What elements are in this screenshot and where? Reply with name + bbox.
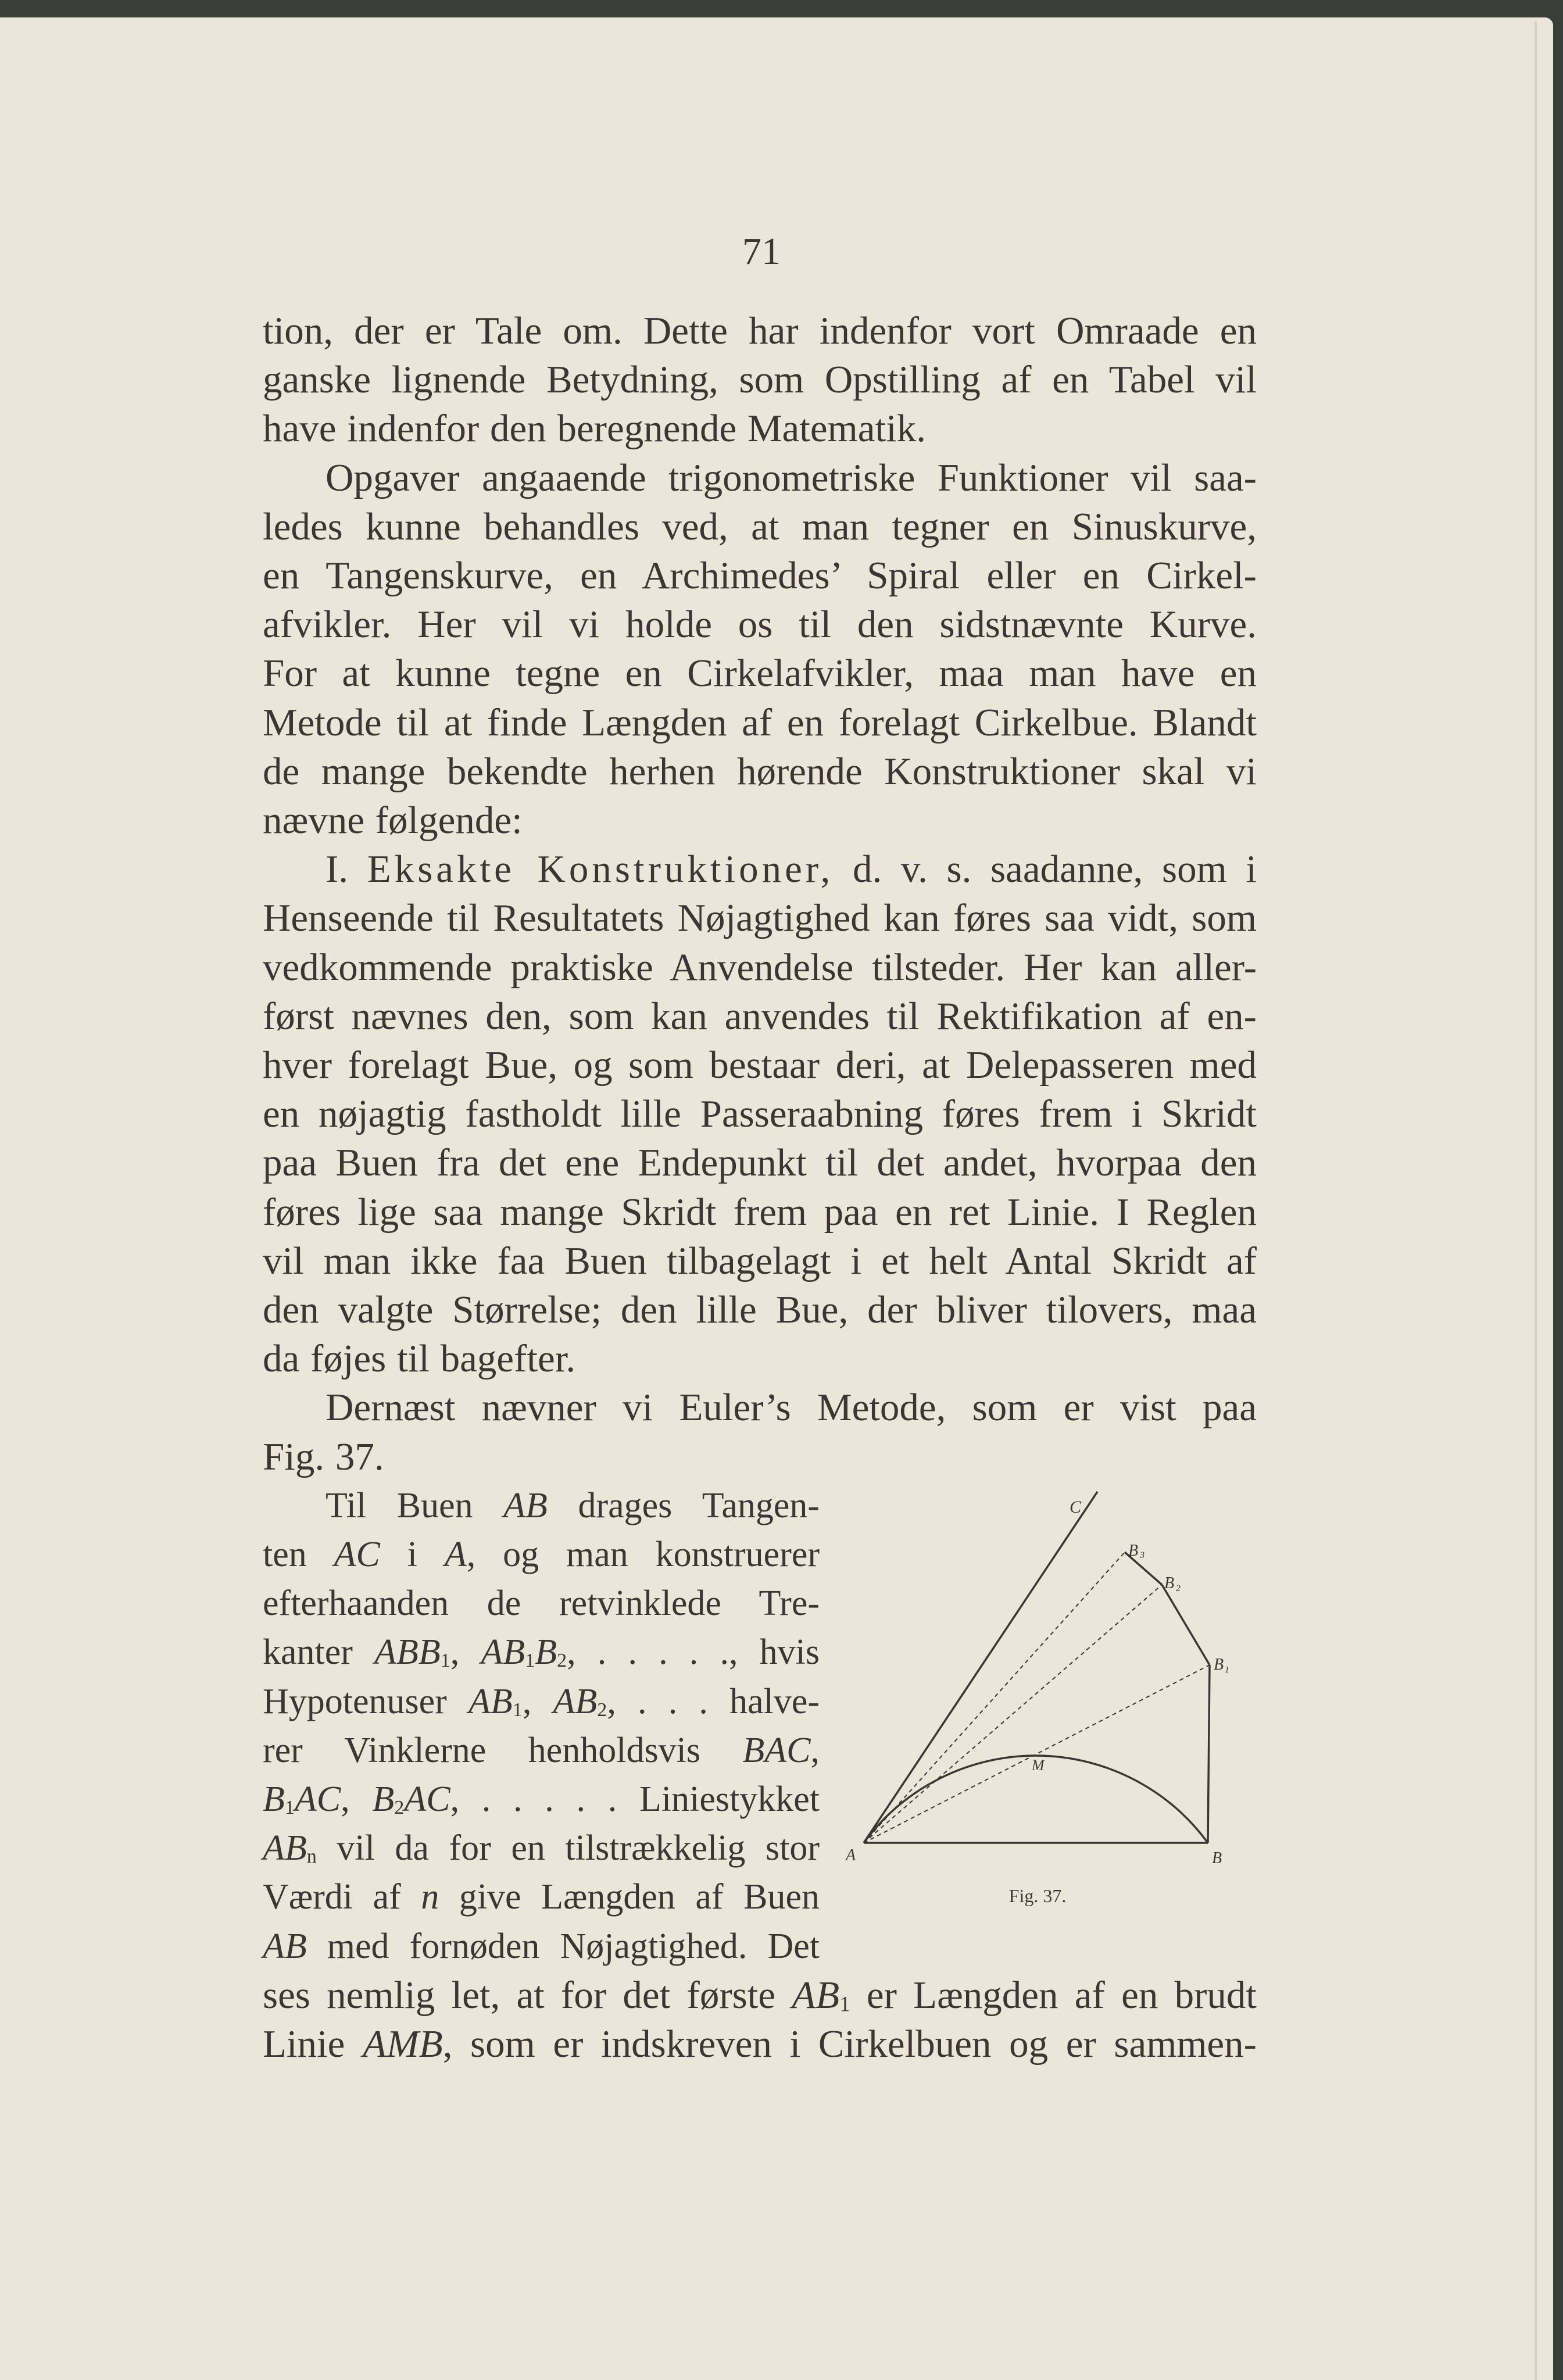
text-segment: kanter — [263, 1632, 375, 1673]
label-b1-sub: 1 — [1225, 1665, 1229, 1675]
text-line — [263, 355, 1257, 404]
text-segment: ten — [263, 1535, 334, 1574]
text-line — [263, 1824, 820, 1872]
text-line — [263, 747, 1257, 796]
text-line — [263, 1677, 820, 1726]
text-segment: For at kunne tegne en Cirkelafvikler, maa man have en — [263, 652, 1257, 695]
text-line — [263, 1922, 820, 1971]
math-symbol: AC — [404, 1779, 450, 1819]
label-b3-sub: 3 — [1140, 1550, 1144, 1560]
text-segment: føres lige saa mange Skridt frem paa en ret Linie. I Reglen — [263, 1190, 1257, 1234]
text-line — [263, 1481, 820, 1530]
text-segment: , og man konstruerer — [466, 1535, 820, 1574]
text-segment: ganske lignende Betydning, som Opstilling af en Tabel vil — [263, 358, 1257, 402]
text-line — [263, 649, 1257, 698]
text-segment: Værdi af — [263, 1877, 421, 1917]
text-segment: en Tangenskurve, en Archimedes’ Spiral eller en Cirkel- — [263, 554, 1257, 597]
math-symbol: B — [535, 1632, 557, 1673]
text-segment: hver forelagt Bue, og som bestaar deri, at Delepasseren med — [263, 1044, 1257, 1087]
text-line — [263, 1237, 1257, 1285]
label-c: C — [1070, 1498, 1082, 1517]
math-symbol: AC — [334, 1535, 380, 1574]
text-segment: vil da for en tilstrækkelig stor — [316, 1828, 820, 1868]
text-segment: , — [522, 1681, 553, 1721]
text-line — [263, 1041, 1257, 1089]
text-segment: , . . . . ., hvis — [567, 1632, 820, 1673]
math-symbol: AMB — [363, 2022, 443, 2065]
subscript: 2 — [557, 1650, 567, 1672]
math-symbol: AB — [468, 1681, 513, 1721]
label-b2: B — [1164, 1574, 1175, 1592]
text-line — [263, 453, 1257, 502]
text-segment: , . . . halve- — [607, 1681, 820, 1721]
math-symbol: B — [372, 1779, 395, 1819]
text-line — [263, 943, 1257, 992]
text-segment: Henseende til Resultatets Nøjagtighed kan føres saa vidt, som — [263, 896, 1257, 940]
text-line — [263, 1971, 1257, 2020]
text-segment: da føjes til bagefter. — [263, 1337, 576, 1381]
text-segment: er Længden af en brudt — [850, 1973, 1257, 2017]
text-line — [263, 1188, 1257, 1237]
text-segment: give Længden af Buen — [439, 1877, 820, 1917]
text-segment: , — [810, 1730, 820, 1770]
math-symbol: AB — [503, 1485, 548, 1525]
text-line — [263, 1432, 1257, 1481]
text-line — [263, 845, 1257, 894]
math-symbol: AC — [294, 1779, 341, 1819]
label-b2-sub: 2 — [1176, 1584, 1181, 1593]
text-segment: i — [380, 1535, 445, 1574]
math-symbol: B — [263, 1779, 285, 1819]
spaced-emphasis: Eksakte Konstruktioner, — [367, 848, 834, 891]
math-symbol: BAC — [742, 1730, 811, 1770]
text-line — [263, 1726, 820, 1775]
text-segment: den valgte Størrelse; den lille Bue, der bliver tilovers, maa — [263, 1288, 1257, 1331]
text-line — [263, 2020, 1257, 2068]
text-segment: Opgaver angaaende trigonometriske Funktioner vil saa- — [326, 456, 1257, 499]
text-line — [263, 1334, 1257, 1383]
text-segment: de mange bekendte herhen hørende Konstruktioner skal vi — [263, 749, 1257, 793]
text-line — [263, 992, 1257, 1041]
label-m: M — [1032, 1757, 1045, 1774]
text-segment: Fig. 37. — [263, 1435, 384, 1478]
text-segment: d. v. s. saadanne, som i — [834, 848, 1257, 891]
text-line — [263, 1138, 1257, 1187]
text-segment: efterhaanden de retvinklede Tre- — [263, 1584, 820, 1624]
text-line — [263, 551, 1257, 600]
figure-caption: Fig. 37. — [1008, 1885, 1067, 1906]
text-segment: en nøjagtig fastholdt lille Passeraabning føres frem i Skridt — [263, 1092, 1257, 1136]
math-symbol: A — [444, 1535, 467, 1574]
text-line — [263, 1285, 1257, 1334]
label-a: A — [846, 1846, 856, 1864]
text-line — [263, 1383, 1257, 1432]
text-segment: Hypotenuser — [263, 1681, 469, 1721]
subscript: 2 — [394, 1797, 405, 1819]
text-line — [263, 1530, 820, 1579]
text-segment: Linie — [263, 2022, 363, 2065]
text-segment: vedkommende praktiske Anvendelse tilsteder. Her kan aller- — [263, 945, 1257, 989]
subscript: 1 — [525, 1650, 535, 1672]
page-number: 71 — [742, 230, 781, 273]
text-segment: ses nemlig let, at for det første — [263, 1973, 792, 2017]
text-line — [263, 404, 1257, 453]
subscript: 1 — [512, 1699, 523, 1721]
text-segment: nævne følgende: — [263, 799, 523, 842]
text-segment: have indenfor den beregnende Matematik. — [263, 407, 926, 451]
text-segment: , — [341, 1779, 373, 1819]
text-line — [263, 796, 1257, 845]
math-symbol: AB — [481, 1632, 525, 1673]
text-segment: rer Vinklerne henholdsvis — [263, 1730, 743, 1770]
subscript: 1 — [284, 1797, 295, 1819]
text-segment: paa Buen fra det ene Endepunkt til det andet, hvorpaa den — [263, 1141, 1257, 1185]
text-line — [263, 1775, 820, 1824]
text-segment: ledes kunne behandles ved, at man tegner en Sinuskurve, — [263, 505, 1257, 548]
text-segment: først nævnes den, som kan anvendes til Rektifikation af en- — [263, 994, 1257, 1038]
page-edge — [1535, 21, 1537, 2380]
text-line — [263, 502, 1257, 551]
text-line — [263, 306, 1257, 355]
math-symbol: n — [421, 1877, 439, 1917]
text-line — [263, 1628, 820, 1677]
text-line — [263, 1579, 820, 1628]
math-symbol: AB — [263, 1926, 307, 1966]
text-segment: Dernæst nævner vi Euler’s Metode, som er vist paa — [326, 1386, 1257, 1430]
math-symbol: AB — [792, 1973, 840, 2017]
subscript: 1 — [839, 1992, 850, 2016]
text-segment: vil man ikke faa Buen tilbagelagt i et helt Antal Skridt af — [263, 1239, 1257, 1282]
subscript: 2 — [597, 1699, 607, 1721]
text-segment: tion, der er Tale om. Dette har indenfor vort Omraade en — [263, 309, 1257, 352]
math-symbol: AB — [553, 1681, 598, 1721]
text-segment: , . . . . . Liniestykket — [450, 1779, 820, 1819]
text-line — [263, 698, 1257, 747]
text-segment: Til Buen — [326, 1485, 504, 1525]
text-line — [263, 600, 1257, 649]
math-symbol: AB — [263, 1828, 307, 1868]
text-line — [263, 894, 1257, 942]
label-b1: B — [1214, 1656, 1224, 1674]
text-line — [263, 1872, 820, 1921]
label-b: B — [1212, 1849, 1222, 1867]
text-segment: Metode til at finde Længden af en forelagt Cirkelbue. Blandt — [263, 701, 1257, 744]
text-segment: , som er indskreven i Cirkelbuen og er sammen- — [442, 2022, 1257, 2065]
text-segment: afvikler. Her vil vi holde os til den sidstnævnte Kurve. — [263, 603, 1257, 646]
subscript: n — [306, 1846, 317, 1868]
label-b3: B — [1128, 1542, 1139, 1560]
text-line — [263, 1089, 1257, 1138]
text-segment: med fornøden Nøjagtighed. Det — [306, 1926, 820, 1966]
math-symbol: ABB — [374, 1632, 441, 1673]
text-segment: I. — [326, 848, 367, 891]
text-segment: drages Tangen- — [547, 1485, 820, 1525]
text-segment: , — [450, 1632, 481, 1673]
subscript: 1 — [440, 1650, 450, 1672]
